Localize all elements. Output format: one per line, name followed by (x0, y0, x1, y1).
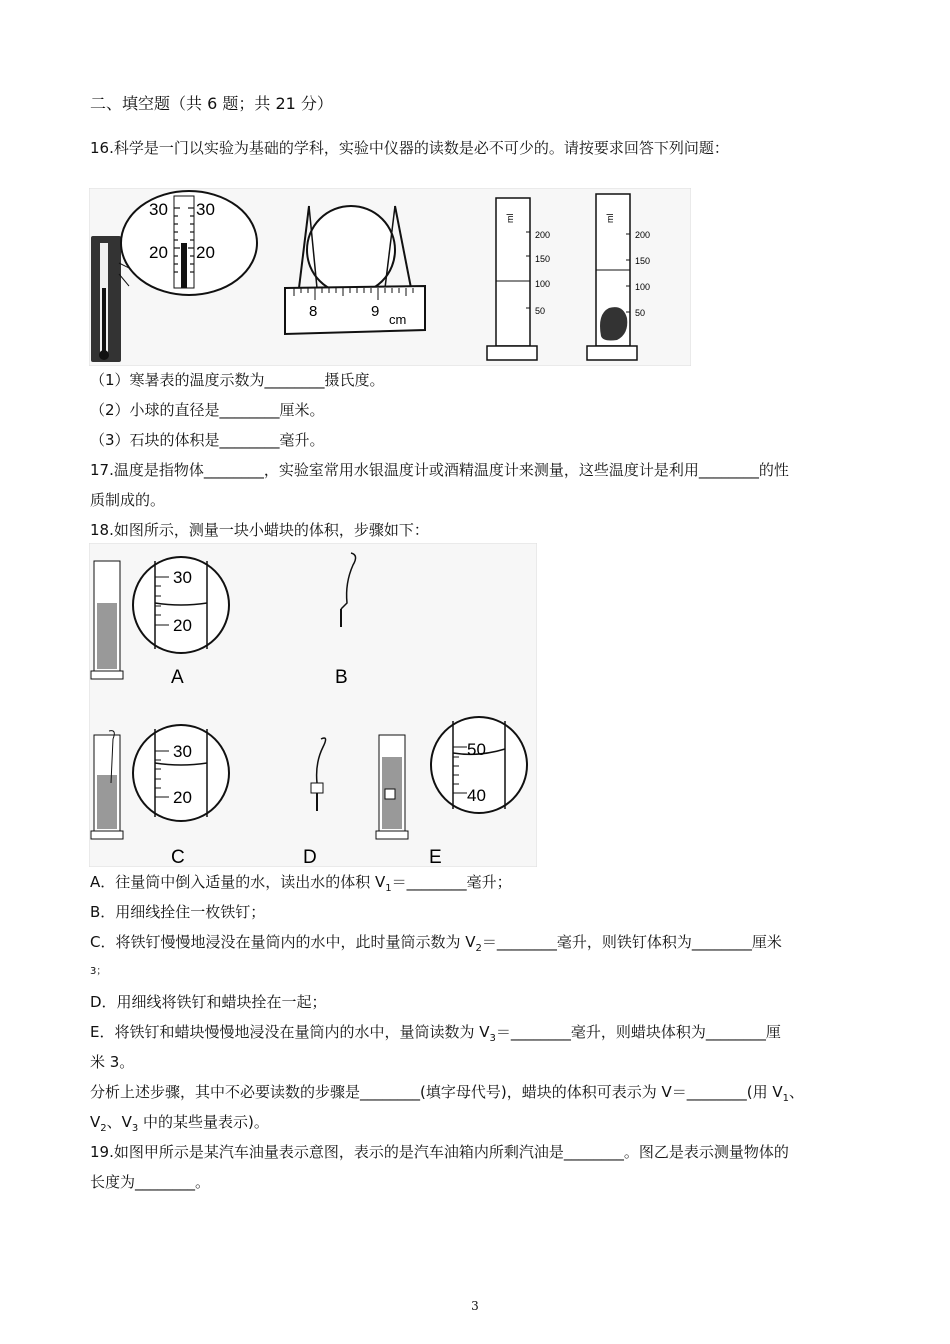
thermo-label: 20 (196, 243, 215, 262)
svg-text:50: 50 (635, 308, 646, 318)
svg-text:30: 30 (173, 742, 192, 761)
q19-line2: 长度为________。 (90, 1173, 211, 1191)
q17-line2: 质制成的。 (90, 491, 166, 509)
thermo-label: 30 (149, 200, 168, 219)
svg-text:A: A (171, 667, 184, 688)
q18-step-d: D．用细线将铁钉和蜡块拴在一起； (90, 993, 327, 1011)
svg-text:150: 150 (535, 254, 551, 264)
thermo-label: 20 (149, 243, 168, 262)
svg-text:D: D (303, 847, 317, 867)
svg-text:cm: cm (389, 312, 407, 327)
svg-text:ml: ml (505, 213, 515, 223)
svg-text:20: 20 (173, 616, 192, 635)
svg-text:E: E (429, 847, 442, 867)
q18-stem: 18.如图所示，测量一块小蜡块的体积，步骤如下： (90, 521, 429, 539)
svg-text:200: 200 (635, 230, 651, 240)
svg-text:B: B (335, 667, 348, 688)
thermometer-magnifier (119, 191, 257, 295)
svg-text:20: 20 (173, 788, 192, 807)
q19-line1: 19.如图甲所示是某汽车油量表示意图，表示的是汽车油箱内所剩汽油是________。图乙是表示测量物体的 (90, 1143, 789, 1161)
q18-analysis-1: 分析上述步骤，其中不必要读数的步骤是________(填字母代号)，蜡块的体积可表示为 V＝________(用 $V_1$、 (90, 1083, 805, 1104)
q16-item3: （3）石块的体积是________毫升。 (90, 431, 325, 449)
svg-text:30: 30 (173, 568, 192, 587)
q18-step-e: E．将铁钉和蜡块慢慢地浸没在量筒内的水中，量筒读数为 $V_3=\_\_\_\_\_\_\_\_$毫升，则蜡块体积为________厘 (90, 1023, 781, 1044)
svg-text:100: 100 (635, 282, 651, 292)
svg-text:100: 100 (535, 279, 551, 289)
svg-text:150: 150 (635, 256, 651, 266)
svg-text:50: 50 (467, 740, 486, 759)
q18-analysis-2: $V_2$、$V_3$ 中的某些量表示)。 (90, 1113, 269, 1134)
thermometer-icon (91, 236, 121, 362)
svg-text:ml: ml (605, 213, 615, 223)
svg-text:C: C (171, 847, 185, 867)
q18-step-a: A．往量筒中倒入适量的水，读出水的体积 $V_1=\_\_\_\_\_\_\_\_$毫升； (90, 873, 512, 894)
q18-step-e-cont: 米 3。 (90, 1053, 135, 1071)
q18-step-c-cont: 3； (90, 966, 107, 977)
svg-text:8: 8 (309, 303, 318, 320)
thermo-label: 30 (196, 200, 215, 219)
q16-figure (89, 188, 691, 366)
svg-text:200: 200 (535, 230, 551, 240)
section-title: 二、填空题（共 6 题；共 21 分） (90, 94, 333, 113)
q18-step-c: C．将铁钉慢慢地浸没在量筒内的水中，此时量筒示数为 $V_2=\_\_\_\_\_\_\_\_$毫升，则铁钉体积为________厘米 (90, 933, 782, 954)
page-number: 3 (471, 1299, 479, 1313)
svg-text:9: 9 (371, 303, 380, 320)
q16-item2: （2）小球的直径是________厘米。 (90, 401, 325, 419)
svg-text:40: 40 (467, 786, 486, 805)
q18-step-b: B．用细线拴住一枚铁钉； (90, 903, 266, 921)
q16-stem: 16.科学是一门以实验为基础的学科，实验中仪器的读数是必不可少的。请按要求回答下列问题： (90, 139, 729, 157)
q18-figure (89, 543, 537, 867)
q17-line1: 17.温度是指物体________，实验室常用水银温度计或酒精温度计来测量，这些温度计是利用________的性 (90, 461, 789, 479)
q16-item1: （1）寒暑表的温度示数为________摄氏度。 (90, 371, 385, 389)
svg-text:50: 50 (535, 306, 546, 316)
